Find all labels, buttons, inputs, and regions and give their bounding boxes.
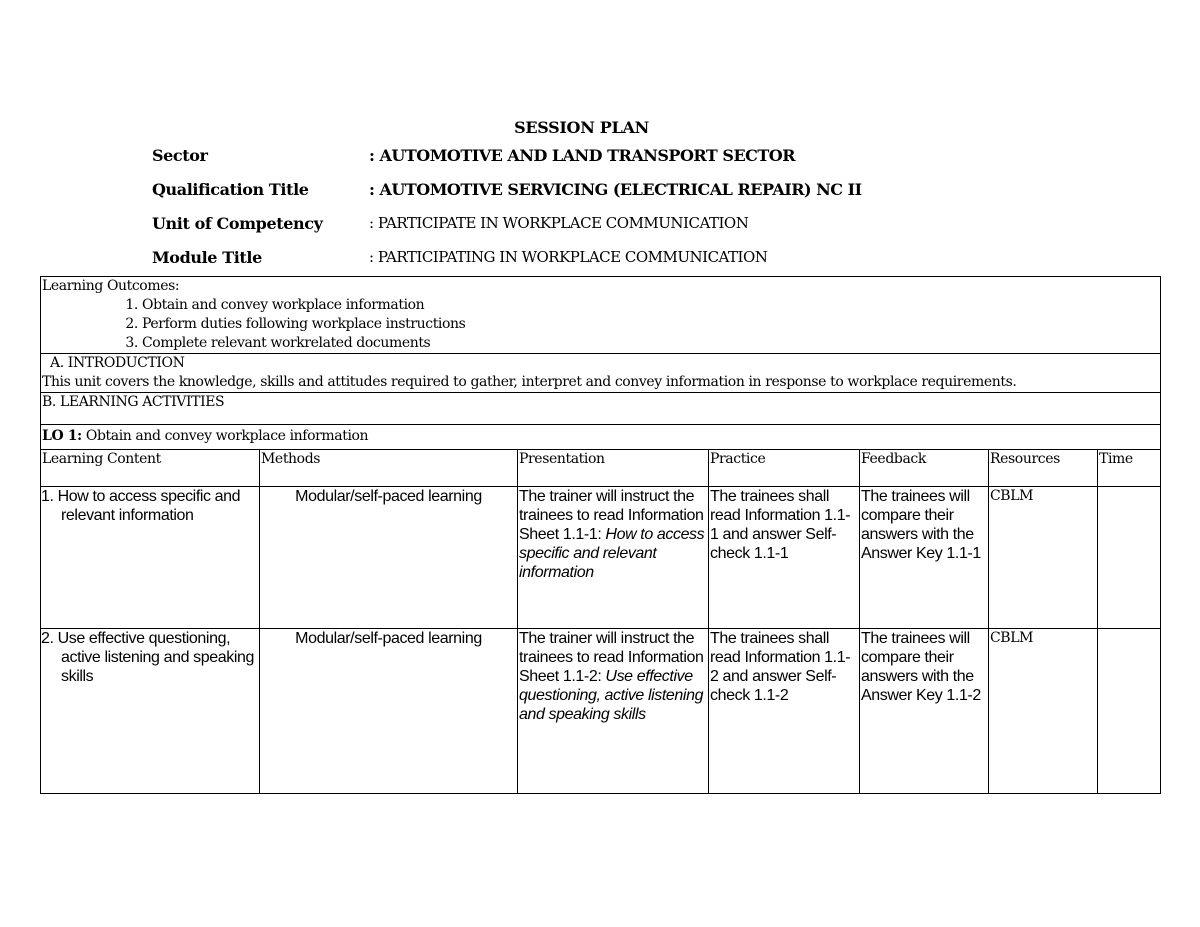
session-plan-table	[40, 276, 1161, 794]
feedback-cell: The trainees will compare their answers with the Answer Key 1.1-2	[860, 629, 989, 794]
meta-label: Module Title	[152, 248, 262, 267]
meta-row-sector	[0, 146, 1200, 180]
resources-cell: CBLM	[989, 629, 1098, 794]
meta-label: Unit of Competency	[152, 214, 323, 233]
learning-activities-row	[41, 393, 1161, 425]
learning-outcomes-row	[41, 277, 1161, 354]
lo1-row	[41, 425, 1161, 450]
resources-cell: CBLM	[989, 487, 1098, 629]
introduction-text: This unit covers the knowledge, skills and attitudes required to gather, interpret and convey information in response to workplace requirements.	[42, 374, 1017, 390]
feedback-cell: The trainees will compare their answers with the Answer Key 1.1-1	[860, 487, 989, 629]
meta-value: : AUTOMOTIVE AND LAND TRANSPORT SECTOR	[369, 146, 796, 165]
meta-value: : PARTICIPATING IN WORKPLACE COMMUNICATION	[369, 248, 768, 266]
time-cell	[1098, 629, 1161, 794]
column-header: Learning Content	[41, 450, 260, 487]
column-header: Methods	[260, 450, 518, 487]
learning-outcomes-label: Learning Outcomes:	[42, 278, 180, 294]
column-header: Practice	[709, 450, 860, 487]
learning-content-cell: 2. Use effective questioning, active listening and speaking skills	[41, 629, 260, 794]
presentation-cell	[518, 629, 709, 794]
method-cell: Modular/self-paced learning	[260, 629, 518, 794]
page-title: SESSION PLAN	[514, 118, 649, 137]
practice-cell: The trainees shall read Information 1.1-2 and answer Self-check 1.1-2	[709, 629, 860, 794]
document-header	[0, 118, 1200, 282]
method-cell: Modular/self-paced learning	[260, 487, 518, 629]
introduction	[41, 354, 1161, 393]
column-header: Resources	[989, 450, 1098, 487]
table-row	[41, 487, 1161, 629]
time-cell	[1098, 487, 1161, 629]
learning-outcomes	[41, 277, 1161, 354]
outcome-item: 2. Perform duties following workplace instructions	[142, 315, 1159, 334]
introduction-row	[41, 354, 1161, 393]
meta-label: Qualification Title	[152, 180, 309, 199]
introduction-heading: A. INTRODUCTION	[50, 355, 185, 371]
column-header: Time	[1098, 450, 1161, 487]
meta-label: Sector	[152, 146, 208, 165]
column-header: Presentation	[518, 450, 709, 487]
column-header-row	[41, 450, 1161, 487]
learning-outcomes-list	[42, 296, 1159, 353]
presentation-cell	[518, 487, 709, 629]
meta-value: : AUTOMOTIVE SERVICING (ELECTRICAL REPAIR) NC II	[369, 180, 862, 199]
presentation-lead: The trainer will instruct the trainees to read Information Sheet 1.1-1:	[519, 488, 704, 543]
table-row	[41, 629, 1161, 794]
practice-cell: The trainees shall read Information 1.1-1 and answer Self-check 1.1-1	[709, 487, 860, 629]
learning-content-cell: 1. How to access specific and relevant information	[41, 487, 260, 629]
learning-activities-heading: B. LEARNING ACTIVITIES	[41, 393, 1161, 425]
outcome-item: 3. Complete relevant workrelated documents	[142, 334, 1159, 353]
lo1-prefix: LO 1:	[42, 428, 82, 444]
lo1-heading	[41, 425, 1161, 450]
meta-value: : PARTICIPATE IN WORKPLACE COMMUNICATION	[369, 214, 749, 232]
presentation-title: Use effective questioning, active listening and speaking skills	[519, 668, 704, 723]
meta-row-qualification	[0, 180, 1200, 214]
meta-row-unit	[0, 214, 1200, 248]
outcome-item: 1. Obtain and convey workplace information	[142, 296, 1159, 315]
column-header: Feedback	[860, 450, 989, 487]
presentation-lead: The trainer will instruct the trainees to read Information Sheet 1.1-2:	[519, 630, 704, 685]
lo1-text: Obtain and convey workplace information	[81, 428, 369, 444]
presentation-title: How to access specific and relevant information	[519, 526, 705, 581]
